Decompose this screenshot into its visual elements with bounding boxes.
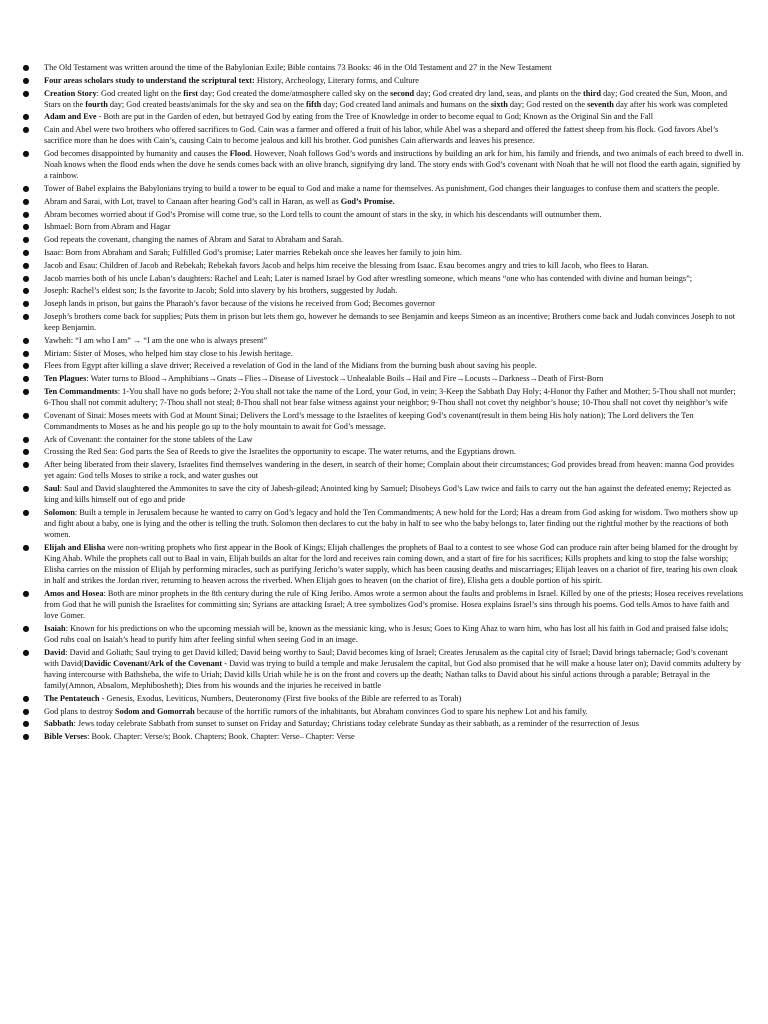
bullet-icon: ● [22, 542, 30, 552]
list-item [22, 148, 744, 181]
bullet-icon: ● [22, 63, 30, 72]
bullet-icon: ● [22, 125, 30, 135]
bullet-icon: ● [22, 184, 30, 194]
list-item [22, 386, 744, 408]
text-run: : Saul and David slaughtered the Ammonites to save the city of Jabesh-gilead; Anointed king by Samuel; Disobeys God’s Law twice and fails to carry out the ban against the defeated enemy; Rejected as king and kills himself out of ego and pride [44, 484, 731, 505]
bullet-icon: ● [22, 209, 30, 219]
list-item [22, 335, 744, 346]
text-run: Flees from Egypt after killing a slave driver; Received a revelation of God in the land of the Midians from the burning bush about saving his people. [44, 361, 537, 371]
list-item [22, 62, 744, 73]
text-run: : Known for his predictions on who the upcoming messiah will be, known as the messianic king, who is Jesus; Goes to King Ahaz to warn him, who has lost all his faith in God and praised false idols; God rubs coal on Isaiah’s head to purify him after feeling sinful when seeing God in an image. [44, 623, 729, 645]
bullet-icon: ● [22, 273, 30, 283]
text-run: day; God created land animals and humans on the [321, 99, 491, 109]
bullet-icon: ● [22, 335, 30, 345]
bullet-icon: ● [22, 247, 30, 257]
bullet-icon: ● [22, 112, 30, 122]
bold-text: Adam and Eve [44, 112, 97, 122]
text-run: - Genesis, Exodus, Leviticus, Numbers, Deuteronomy (First five books of the Bible are referred to as Torah) [99, 693, 462, 703]
bold-text: Sabbath [44, 719, 74, 729]
text-run: The Old Testament was written around the time of the Babylonian Exile; Bible contains 73 Books: 46 in the Old Testament and 27 in the New Testament [44, 63, 552, 72]
text-run: Cain and Abel were two brothers who offered sacrifices to God. Cain was a farmer and offered a fruit of his labor, while Abel was a shepard and offered the fattest sheep from his flock. God favors Abel’s sacrifice more than he does with Cain’s, causing Cain to become jealous and kill his brother. God punishes Cain afterwards and leaves his presence. [44, 125, 719, 146]
notes-list [22, 62, 744, 744]
bullet-icon: ● [22, 460, 30, 470]
bullet-icon: ● [22, 447, 30, 457]
list-item [22, 459, 744, 481]
list-item [22, 410, 744, 432]
text-run: God becomes disappointed by humanity and causes the [44, 149, 230, 159]
bullet-icon: ● [22, 386, 30, 396]
bullet-icon: ● [22, 410, 30, 420]
text-run: : Built a temple in Jerusalem because he wanted to carry on God’s legacy and hold the Ten Commandments; A new hold for the Lord; Has a dream from God asking for wisdom. Two mothers show up and fight about a baby, one is lying and the other is telling the truth. Solomon then declares to cut the baby in half to see who the baby belongs to, later finding out the rightful mother by the reactions of both women. [44, 507, 738, 540]
list-item [22, 360, 744, 371]
list-item [22, 507, 744, 540]
text-run: because of the horrific rumors of the inhabitants, but Abraham convinces God to spare his nephew Lot and his family. [194, 706, 588, 716]
text-run: day; God created the dome/atmosphere called sky on the [198, 88, 391, 98]
text-run: - David was trying to build a temple and make Jerusalem the capital, but God also promised that he will make a house later on); David commits adultery by having intercourse with Bathsheba, the wife to Uriah; David kills Uriah while he is on the front and covers up the death; Nathan talks to David about his sinful actions through a parable; Betrayal in the family(Amnon, Absalom, Mephibosheth); Dies from his wounds and the injuries he received in battle [44, 658, 742, 691]
list-item [22, 588, 744, 621]
bold-text: God’s Promise. [340, 196, 395, 206]
bullet-icon: ● [22, 732, 30, 742]
bold-text: fifth [306, 99, 322, 109]
bold-text: Ten Commandments [44, 386, 118, 396]
text-run: History, Archeology, Literary forms, and Culture [254, 75, 419, 85]
bold-text: Davidic Covenant/Ark of the Covenant [83, 658, 223, 668]
text-run: Ishmael: Born from Abram and Hagar [44, 222, 171, 232]
list-item [22, 542, 744, 586]
list-item [22, 348, 744, 359]
bullet-icon: ● [22, 706, 30, 716]
text-run: day; God created the Sun, Moon, and Stars on the [44, 88, 728, 109]
bold-text: Solomon [44, 507, 75, 517]
bullet-icon: ● [22, 434, 30, 444]
list-item [22, 483, 744, 505]
text-run: day; God created dry land, seas, and plants on the [414, 88, 584, 98]
text-run: - Both are put in the Garden of eden, but betrayed God by eating from the Tree of Knowledge in order to become equal to God; Known as the Original Sin and the Fall [96, 112, 654, 122]
bullet-icon: ● [22, 286, 30, 296]
bullet-icon: ● [22, 507, 30, 517]
list-item [22, 88, 744, 110]
text-run: Yawheh: “I am who I am” → “I am the one who is always present” [44, 335, 268, 345]
text-run: Joseph: Rachel’s eldest son; Is the favorite to Jacob; Sold into slavery by his brothers, suggested by Judah. [44, 286, 398, 296]
text-run: : God created light on the [96, 88, 184, 98]
list-item [22, 731, 744, 742]
text-run: : Water turns to Blood→Amphibians→Gnats→Flies→Disease of Livestock→Unhealable Boils→Hail and Fire→Locusts→Darkness→Death of First-Born [86, 374, 604, 384]
list-item [22, 285, 744, 296]
list-item [22, 373, 744, 384]
bold-text: Amos and Hosea [44, 588, 104, 598]
bold-text: Isaiah [44, 623, 66, 633]
bold-text: fourth [85, 99, 108, 109]
bullet-icon: ● [22, 348, 30, 358]
text-run: Jacob marries both of his uncle Laban’s daughters: Rachel and Leah; Later is named Israel by God after wrestling someone, which means “one who has contended with divine and human beings”; [44, 273, 693, 283]
bullet-icon: ● [22, 235, 30, 245]
list-item [22, 124, 744, 146]
list-item [22, 221, 744, 232]
text-run: : Book. Chapter: Verse/s; Book. Chapters; Book. Chapter: Verse– Chapter: Verse [87, 732, 355, 742]
text-run: : Both are minor prophets in the 8th century during the rule of King Jeribo. Amos wrote a sermon about the faults and problems in Israel. Killed by one of the priests; Hosea receives revelations from God that he will punish the Israelites for committing sin; Syrians are attacking Israel; A tree symbolizes God’s promise. Hosea explains Israel’s sins through his poems. God tells Amos to have faith and love Gomer. [44, 588, 744, 621]
text-run: : Jews today celebrate Sabbath from sunset to sunset on Friday and Saturday; Christians today celebrate Sunday as their sabbath, as a reminder of the resurrection of Jesus [73, 719, 639, 729]
text-run: Ark of Covenant: the container for the stone tablets of the Law [44, 434, 253, 444]
text-run: God repeats the covenant, changing the names of Abram and Sarai to Abraham and Sarah. [44, 235, 344, 245]
text-run: Miriam: Sister of Moses, who helped him stay close to his Jewish heritage. [44, 348, 293, 358]
bold-text: Creation Story [44, 88, 97, 98]
text-run: Jacob and Esau: Children of Jacob and Rebekah; Rebekah favors Jacob and helps him receive the blessing from Isaac. Esau becomes angry and tries to kill Jacob, who flees to Haran. [44, 260, 649, 270]
bullet-icon: ● [22, 260, 30, 270]
text-run: : David and Goliath; Saul trying to get David killed; David being worthy to Saul; David becomes king of Israel; Creates Jerusalem as the capital city of Israel; David brings tabernacle; God’s covenant with David( [44, 647, 728, 668]
text-run: Joseph lands in prison, but gains the Pharaoh’s favor because of the visions he received from God; Becomes governor [44, 299, 436, 309]
list-item [22, 647, 744, 691]
list-item [22, 273, 744, 284]
bullet-icon: ● [22, 299, 30, 309]
text-run: . However, Noah follows God’s words and instructions by building an ark for him, his family and friends, and two animals of each breed to dwell in. Noah knows when the flood ends when the dove he sends comes back with an olive branch, signifying dry land. The story ends with God’s covenant with Noah that he will not flood the earth again, signified by a rainbow. [44, 149, 744, 181]
list-item [22, 706, 744, 717]
text-run: Abram becomes worried about if God’s Promise will come true, so the Lord tells to count the amount of stars in the sky, in which his descendants will outnumber them. [44, 209, 602, 219]
bullet-icon: ● [22, 588, 30, 598]
bold-text: Elijah and Elisha [44, 542, 106, 552]
list-item [22, 183, 744, 194]
text-run: : 1-You shall have no gods before; 2-You shall not take the name of the Lord, your God, in vein; 3-Keep the Sabbath Day Holy; 4-Honor thy Father and Mother; 5-Thou shall not murder; 6-Thou shall not commit adultery; 7-Thou shall not steal; 8-Thou shall not bear false witness against your neighbor; 9-Thou shall not covet thy neighbor’s house; 10-Thou shall not covet thy neighbor’s wife [44, 386, 736, 407]
text-run: Isaac: Born from Abraham and Sarah; Fulfilled God’s promise; Later marries Rebekah once she leaves her family to join him. [44, 247, 462, 257]
list-item [22, 75, 744, 86]
bold-text: Four areas scholars study to understand the scriptural text: [44, 75, 255, 85]
bullet-icon: ● [22, 222, 30, 232]
bullet-icon: ● [22, 623, 30, 633]
text-run: were non-writing prophets who first appear in the Book of Kings; Elijah challenges the prophets of Baal to a contest to see whose God can produce rain after being blamed for the drought by King Ahab. While the prophets call out to Baal in vain, Elijah builds an altar for the lord and receives rain coming down, and a start of fire for his sacrifices; Kills prophets and king to stop the false worship; Elisha carries on the mission of Elijah by performing miracles, such as purifying Jericho’s water supply, which has been causing deaths and miscarriages; Elijah leaves on a chariot of fire, tearing his own cloak in half and strikes the Jordan river, returning to heaven across the riverbed. When Elijah goes to heaven (on the chariot of fire), Elisha gets a double portion of his spirit. [44, 542, 739, 586]
bullet-icon: ● [22, 196, 30, 206]
list-item [22, 298, 744, 309]
list-item [22, 311, 744, 333]
bullet-icon: ● [22, 374, 30, 384]
bullet-icon: ● [22, 719, 30, 729]
bold-text: seventh [587, 99, 614, 109]
text-run: After being liberated from their slavery, Israelites find themselves wandering in the desert, in search of their home; Complain about their circumstances; God provides bread from heaven: manna God provides yet again: God tells Moses to strike a rock, and water gushes out [44, 460, 734, 481]
bullet-icon: ● [22, 693, 30, 703]
bullet-icon: ● [22, 75, 30, 85]
bold-text: Saul [44, 484, 60, 494]
bullet-icon: ● [22, 361, 30, 371]
text-run: Tower of Babel explains the Babylonians trying to build a tower to be equal to God and make a name for themselves. As punishment, God changes their languages to confuse them and scatters the people. [44, 184, 720, 194]
bold-text: Flood [229, 149, 251, 159]
list-item [22, 111, 744, 122]
bullet-icon: ● [22, 311, 30, 321]
text-run: day after his work was completed [613, 99, 728, 109]
list-item [22, 446, 744, 457]
bold-text: The Pentateuch [44, 693, 100, 703]
text-run: Joseph’s brothers come back for supplies; Puts them in prison but lets them go, however he demands to see Benjamin and keeps Simeon as an incentive; Brothers come back and Judah convinces Joseph to not keep Benjamin. [44, 311, 736, 332]
bold-text: second [390, 88, 415, 98]
bullet-icon: ● [22, 88, 30, 98]
bold-text: sixth [490, 99, 508, 109]
text-run: day; God rested on the [507, 99, 588, 109]
list-item [22, 434, 744, 445]
bullet-icon: ● [22, 647, 30, 657]
text-run: Crossing the Red Sea: God parts the Sea of Reeds to give the Israelites the opportunity to escape. The water returns, and the Egyptians drown. [44, 447, 516, 457]
list-item [22, 209, 744, 220]
bold-text: Ten Plagues [44, 374, 87, 384]
text-run: Abram and Sarai, with Lot, travel to Canaan after hearing God’s call in Haran, as well as [44, 196, 341, 206]
list-item [22, 693, 744, 704]
text-run: day; God created beasts/animals for the sky and sea on the [107, 99, 306, 109]
list-item [22, 234, 744, 245]
bold-text: first [183, 88, 199, 98]
list-item [22, 196, 744, 207]
bold-text: David [44, 647, 66, 657]
bullet-icon: ● [22, 484, 30, 494]
list-item [22, 623, 744, 645]
list-item [22, 247, 744, 258]
bold-text: Bible Verses [44, 732, 88, 742]
bullet-icon: ● [22, 149, 30, 159]
list-item [22, 260, 744, 271]
bold-text: Sodom and Gomorrah [114, 706, 195, 716]
list-item [22, 718, 744, 729]
bold-text: third [583, 88, 602, 98]
text-run: God plans to destroy [44, 706, 115, 716]
text-run: Covenant of Sinai: Moses meets with God at Mount Sinai; Delivers the Lord’s message to the Israelites of keeping God’s covenant(result in them being His holy nation); The Lord delivers the Ten Commandments to Moses as he and his people go up to the holy mountain to await for God’s message. [44, 410, 694, 431]
